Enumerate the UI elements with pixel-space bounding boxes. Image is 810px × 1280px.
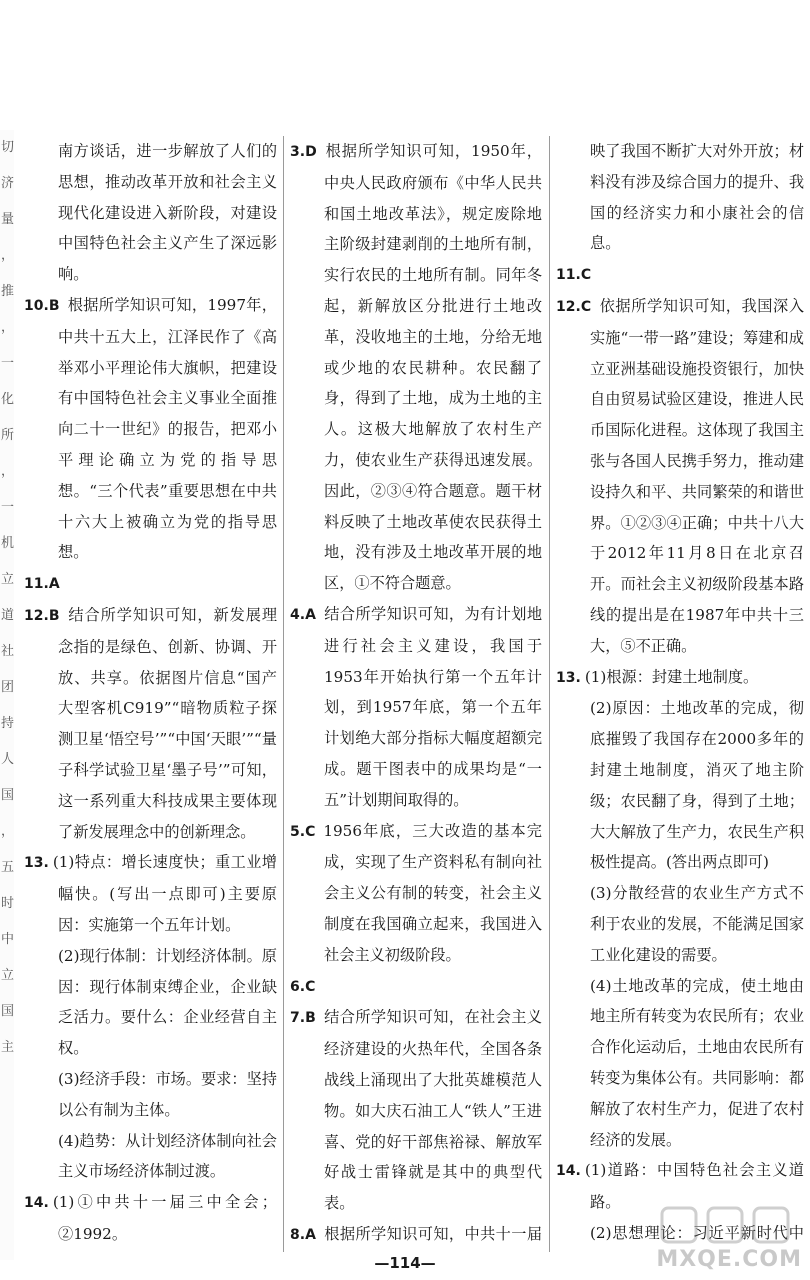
strip-glyph: 中 — [1, 932, 14, 947]
strip-glyph: ， — [1, 824, 14, 839]
continued-text: 映了我国不断扩大对外开放；材料没有涉及综合国力的提升、我国的经济实力和小康社会的信息。 — [590, 142, 804, 253]
answer-letter: C — [305, 823, 316, 840]
column-divider-1 — [283, 136, 284, 1252]
strip-glyph: 主 — [1, 1040, 14, 1055]
sub-answer: (4)土地改革的完成，使土地由地主所有转变为农民所有；农业合作化运动后，土地由农民所有转变为集体公有。共同影响：都解放了农村生产力，促进了农村经济的发展。 — [590, 976, 804, 1149]
item-number: 8. — [290, 1226, 306, 1243]
explanation-text: 根据所学知识可知，中共十一届 — [323, 1224, 542, 1243]
answer-letter: B — [305, 1010, 316, 1027]
item-number: 13. — [24, 855, 49, 872]
strip-glyph: ， — [1, 320, 14, 335]
strip-glyph: 国 — [1, 1004, 14, 1019]
strip-glyph: 立 — [1, 572, 14, 587]
watermark-icon — [652, 1202, 802, 1252]
explanation-text: 根据所学知识可知，1950年，中央人民政府颁布《中华人民共和国土地改革法》，规定废除地主阶级封建剥削的土地所有制，实行农民的土地所有制。同年冬起，新解放区分批进行土地改革，没收地主的土地，分给无地或少地的农民耕种。农民翻了身，得到了土地，成为土地的主人。这极大地解放了农村生产力，使农业生产获得迅速发展。因此，②③④符合题意。题干材料反映了土地改革使农民获得土地，没有涉及土地改革开展的地区，①不符合题意。 — [324, 142, 542, 593]
strip-glyph: ， — [1, 248, 14, 263]
explanation-text: (1)道路：中国特色社会主义道路。 — [584, 1161, 804, 1212]
strip-glyph: 立 — [1, 968, 14, 983]
strip-glyph: 一 — [1, 500, 14, 515]
answer-column-3 — [556, 136, 804, 1246]
strip-glyph: 五 — [1, 860, 14, 875]
strip-glyph: 国 — [1, 788, 14, 803]
item-number: 10. — [24, 297, 49, 314]
explanation-text: (1)根源：封建土地制度。 — [584, 667, 759, 686]
answer-item — [24, 290, 277, 568]
sub-answer: (4)趋势：从计划经济体制向社会主义市场经济体制过渡。 — [58, 1131, 277, 1181]
item-number: 12. — [24, 607, 49, 624]
item-number: 13. — [556, 669, 581, 686]
strip-glyph: 机 — [1, 536, 14, 551]
strip-glyph: 时 — [1, 896, 14, 911]
strip-glyph: 社 — [1, 644, 14, 659]
answer-item — [24, 847, 277, 940]
strip-glyph: 量 — [1, 212, 14, 227]
answer-item — [290, 971, 542, 1003]
strip-glyph: 推 — [1, 284, 14, 299]
item-number: 7. — [290, 1010, 306, 1027]
item-number: 11. — [556, 267, 581, 284]
explanation-text: 根据所学知识可知，1997年，中共十五大上，江泽民作了《高举邓小平理论伟大旗帜，把建设有中国特色社会主义事业全面推向二十一世纪》的报告，把邓小平理论确立为党的指导思想。“三个代表”重要思想在中共十六大上被确立为党的指导思想。 — [58, 295, 277, 562]
strip-glyph: 济 — [1, 176, 14, 191]
sub-answer: (2)思想理论：习近平新时代中 — [590, 1223, 804, 1242]
answer-item — [556, 291, 804, 662]
strip-glyph: 化 — [1, 392, 14, 407]
answer-letter: C — [305, 978, 316, 995]
answer-letter: C — [580, 267, 592, 284]
strip-glyph: 人 — [1, 752, 14, 767]
answer-letter: A — [305, 606, 316, 623]
sub-answer: (2)现行体制：计划经济体制。原因：现行体制束缚企业，企业缺乏活力。要什么：企业经营自主权。 — [58, 946, 277, 1058]
answer-column-1 — [24, 136, 277, 1246]
continued-text: 南方谈话，进一步解放了人们的思想，推动改革开放和社会主义现代化建设进入新阶段，对建设中国特色社会主义产生了深远影响。 — [58, 142, 277, 284]
page-number: —114— — [374, 1254, 436, 1272]
explanation-text: (1)①中共十一届三中全会；②1992。 — [52, 1193, 277, 1243]
watermark-text: MXQE.COM — [656, 1247, 802, 1272]
answer-column-2 — [290, 136, 542, 1246]
strip-glyph: 持 — [1, 716, 14, 731]
sub-answer: (3)分散经营的农业生产方式不利于农业的发展，不能满足国家工业化建设的需要。 — [590, 884, 804, 964]
column-divider-2 — [549, 136, 550, 1252]
answer-item — [290, 816, 542, 971]
answer-letter: D — [305, 144, 317, 160]
answer-letter: B — [48, 297, 60, 314]
answer-item — [24, 600, 277, 847]
sub-answer: (2)原因：土地改革的完成，彻底摧毁了我国存在2000多年的封建土地制度，消灭了地主阶级；农民翻了身，得到了土地；大大解放了生产力，农民生产积极性提高。(答出两点即可) — [590, 699, 804, 872]
strip-glyph: ， — [1, 464, 14, 479]
item-number: 4. — [290, 606, 306, 623]
item-number: 5. — [290, 823, 306, 840]
strip-glyph: 道 — [1, 608, 14, 623]
answer-item — [290, 1219, 542, 1246]
answer-item — [556, 259, 804, 291]
answer-letter: C — [580, 298, 592, 315]
strip-glyph: 团 — [1, 680, 14, 695]
item-number: 14. — [24, 1195, 49, 1212]
answer-item — [290, 136, 542, 599]
explanation-text: 依据所学知识可知，我国深入实施“一带一路”建设；筹建和成立亚洲基础设施投资银行，加快自由贸易试验区建设，推进人民币国际化进程。这体现了我国主张与各国人民携手努力，推动建设持久和平、共同繁荣的和谐世界。①②③④正确；中共十八大于2012年11月8日在北京召开。而社会主义初级阶段基本路线的提出是在1987年中共十三大，⑤不正确。 — [590, 296, 804, 655]
strip-glyph: 一 — [1, 356, 14, 371]
strip-glyph: 切 — [1, 140, 14, 155]
answer-item — [556, 662, 804, 694]
watermark-logo — [652, 1202, 802, 1272]
answer-item — [24, 568, 277, 600]
explanation-text: (1)特点：增长速度快；重工业增幅快。(写出一点即可)主要原因：实施第一个五年计划。 — [52, 853, 277, 934]
strip-glyph: 所 — [1, 428, 14, 443]
explanation-text: 结合所学知识可知，为有计划地进行社会主义建设，我国于1953年开始执行第一个五年计划，到1957年底，第一个五年计划绝大部分指标大幅度超额完成。题干图表中的成果均是“一五”计划期间取得的。 — [323, 604, 542, 809]
explanation-text: 结合所学知识可知，新发展理念指的是绿色、创新、协调、开放、共享。依据图片信息“国产大型客机C919”“暗物质粒子探测卫星‘悟空号’”“中国‘天眼’”“量子科学试验卫星‘墨子号’”可知，这一系列重大科技成果主要体现了新发展理念中的创新理念。 — [58, 605, 277, 841]
item-number: 3. — [290, 144, 306, 160]
sub-answer: (3)经济手段：市场。要求：坚持以公有制为主体。 — [58, 1069, 277, 1119]
item-number: 6. — [290, 978, 306, 995]
answer-item — [24, 1187, 277, 1246]
item-number: 14. — [556, 1163, 581, 1180]
item-number: 11. — [24, 576, 49, 593]
explanation-text: 结合所学知识可知，在社会主义经济建设的火热年代，全国各条战线上涌现出了大批英雄模范人物。如大庆石油工人“铁人”王进喜、党的好干部焦裕禄、解放军好战士雷锋就是其中的典型代表。 — [323, 1008, 542, 1213]
answer-letter: A — [305, 1226, 316, 1243]
answer-letter: B — [48, 607, 60, 624]
answer-item — [290, 599, 542, 816]
answer-item — [290, 1002, 542, 1219]
answer-letter: A — [48, 576, 60, 593]
left-margin-strip — [0, 130, 14, 1260]
explanation-text: 1956年底，三大改造的基本完成，实现了生产资料私有制向社会主义公有制的转变，社会主义制度在我国确立起来，我国进入社会主义初级阶段。 — [323, 821, 542, 964]
item-number: 12. — [556, 298, 581, 315]
